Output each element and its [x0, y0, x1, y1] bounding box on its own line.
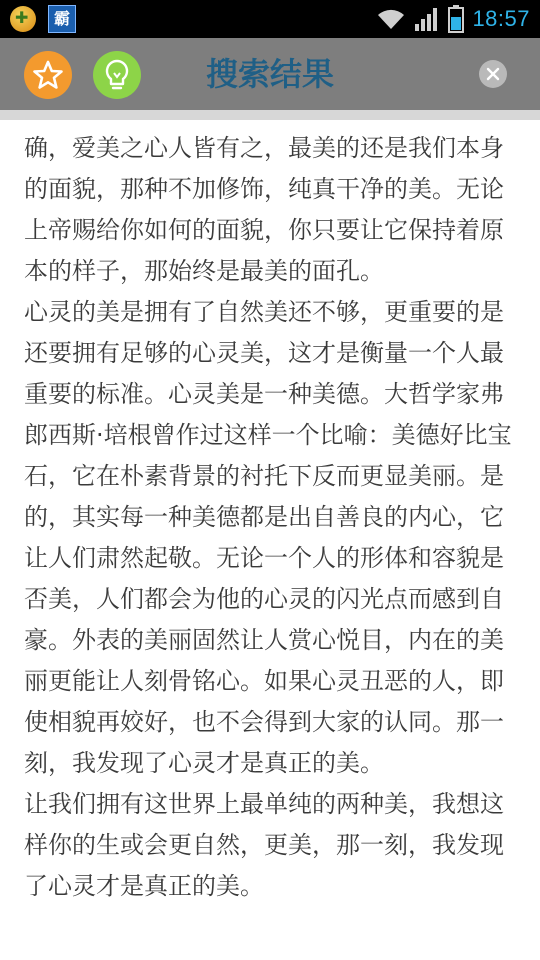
system-indicators — [376, 4, 530, 34]
signal-icon — [414, 6, 440, 32]
favorite-star-button[interactable] — [24, 51, 72, 99]
battery-icon — [448, 5, 464, 33]
notification-area — [10, 5, 76, 33]
close-icon — [485, 66, 501, 82]
app-notification-icon: 霸 — [48, 5, 76, 33]
page-title: 搜索结果 — [205, 55, 334, 93]
game-notification-icon — [10, 6, 36, 32]
idea-bulb-button[interactable] — [93, 51, 141, 99]
article-paragraph: 确，爱美之心人皆有之，最美的还是我们本身的面貌，那种不加修饰，纯真干净的美。无论上帝赐给你如何的面貌，你只要让它保持着原本的样子，那始终是最美的面孔。 — [24, 134, 504, 285]
status-bar — [0, 0, 540, 38]
wifi-icon — [376, 7, 406, 31]
article-paragraph: 心灵的美是拥有了自然美还不够，更重要的是还要拥有足够的心灵美，这才是衡量一个人最重要的标准。心灵美是一种美德。大哲学家弗郎西斯·培根曾作过这样一个比喻：美德好比宝石，它在朴素背景的衬托下反而更显美丽。是的，其实每一种美德都是出自善良的内心，它让人们肃然起敬。无论一个人的形体和容貌是否美，人们都会为他的心灵的闪光点而感到自豪。外表的美丽固然让人赏心悦目，内在的美丽更能让人刻骨铭心。如果心灵丑恶的人，即使相貌再姣好，也不会得到大家的认同。那一刻，我发现了心灵才是真正的美。 — [24, 298, 512, 777]
star-icon — [33, 60, 63, 90]
lightbulb-icon — [103, 59, 131, 91]
close-button[interactable] — [479, 60, 507, 88]
article-paragraph: 让我们拥有这世界上最单纯的两种美，我想这样你的生或会更自然，更美，那一刻，我发现了心灵才是真正的美。 — [24, 790, 504, 900]
title-bar — [0, 38, 540, 120]
article-body — [24, 128, 522, 907]
clock: 18:57 — [472, 6, 530, 31]
